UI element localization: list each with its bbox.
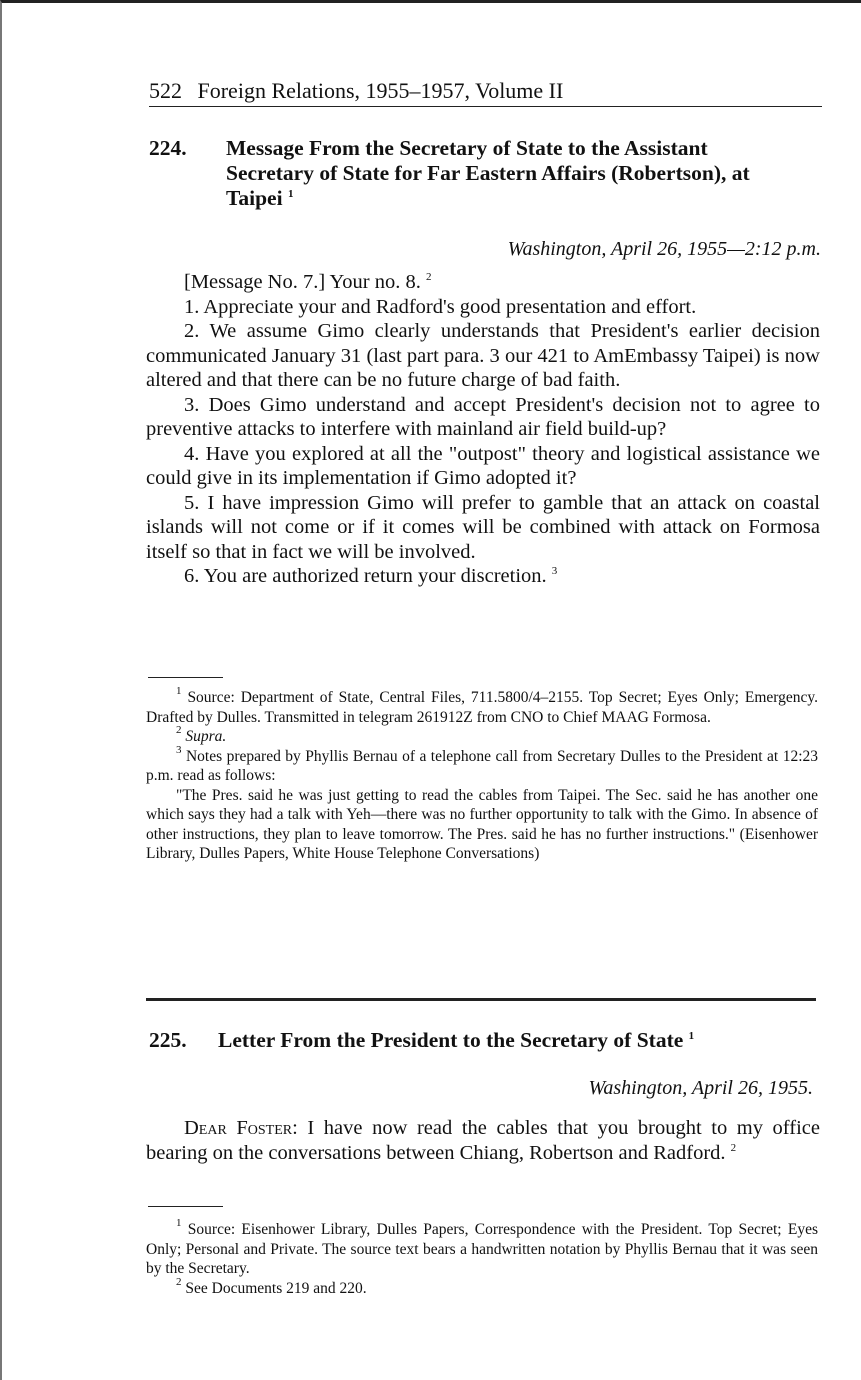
doc-225-footnotes <box>146 1217 818 1298</box>
doc-225-title <box>218 1028 818 1053</box>
doc-224-opening-text: [Message No. 7.] Your no. 8. <box>184 271 421 293</box>
doc-224-body <box>146 270 820 589</box>
doc-224-para-4: 4. Have you explored at all the "outpost" theory and logistical assistance we could give in its implementation if Gimo adopted it? <box>146 442 820 489</box>
doc-225-footnote-2-mark: 2 <box>176 1275 182 1288</box>
doc-224-title-line3 <box>226 186 826 211</box>
doc-225-heading <box>149 1028 822 1056</box>
doc-225-footnote-1 <box>146 1217 818 1279</box>
doc-224-para-2: 2. We assume Gimo clearly understands that President's earlier decision communicated January 31 (last part para. 3 our 421 to AmEmbassy Taipei) is now altered and that there can be no future charge of bad faith. <box>146 320 820 391</box>
page-number: 522 <box>149 78 182 103</box>
doc-224-footnotes <box>146 685 819 864</box>
doc-224-footnote-1 <box>146 685 819 727</box>
footnote-2-mark: 2 <box>176 724 182 736</box>
volume-title: Foreign Relations, 1955–1957, Volume II <box>197 78 564 103</box>
doc-224-para-6 <box>146 564 820 589</box>
doc-224-dateline: Washington, April 26, 1955—2:12 p.m. <box>507 238 821 260</box>
doc-224-title-footnote-ref: 1 <box>287 188 294 200</box>
doc-224-title-line3-text: Taipei <box>226 186 283 210</box>
footnote-rule-224 <box>148 677 223 678</box>
doc-224-footnote-3-quote: "The Pres. said he was just getting to read the cables from Taipei. The Sec. said he has another one which says they had a talk with Yeh—there was no further opportunity to talk with the Gimo. In absence of other instructions, they plan to leave tomorrow. The Pres. said he has no further instructions." (Eisenhower Library, Dulles Papers, White House Telephone Conversations) <box>146 786 818 862</box>
doc-224-footnote-3 <box>146 743 818 786</box>
doc-225-title-text: Letter From the President to the Secretary of State <box>218 1028 684 1052</box>
doc-224-para-5: 5. I have impression Gimo will prefer to gamble that an attack on coastal islands will not come or if it comes will be combined with attack on Formosa itself so that in fact we will be involved. <box>146 491 820 563</box>
doc-224-opening <box>146 270 820 295</box>
doc-224-para-1: 1. Appreciate your and Radford's good presentation and effort. <box>184 295 697 318</box>
doc-224-footnote-2 <box>146 724 818 747</box>
footnote-3-mark: 3 <box>176 743 182 756</box>
doc-224-para-6-text: 6. You are authorized return your discretion. <box>184 565 547 587</box>
doc-225-body-text: : I have now read the cables that you brought to my office bearing on the conversations between Chiang, Robertson and Radford. <box>146 1117 820 1164</box>
doc-225-letter-paragraph <box>146 1116 820 1165</box>
doc-224-para-6-footnote-ref: 3 <box>551 565 558 577</box>
doc-224-title <box>226 136 826 211</box>
footnote-1-mark: 1 <box>176 685 182 697</box>
doc-225-title-footnote-ref: 1 <box>688 1030 695 1042</box>
doc-225-footnote-2-text: See Documents 219 and 220. <box>185 1279 367 1297</box>
doc-224-title-line1: Message From the Secretary of State to the Assistant <box>226 136 708 160</box>
doc-225-salutation: Dear Foster <box>184 1117 293 1139</box>
footnote-rule-225 <box>148 1206 223 1207</box>
footnote-2-text: Supra. <box>185 728 227 745</box>
doc-224-number: 224. <box>149 136 187 160</box>
doc-224-title-line2: Secretary of State for Far Eastern Affairs (Robertson), at <box>226 161 750 185</box>
running-head <box>149 78 822 107</box>
doc-224-heading <box>149 136 822 216</box>
doc-225-body <box>146 1116 820 1165</box>
doc-225-footnote-1-text: Source: Eisenhower Library, Dulles Papers, Correspondence with the President. Top Secret; Eyes Only; Personal and Private. The source text bears a handwritten notation by Phyllis Bernau that it was seen by the Secretary. <box>146 1221 818 1277</box>
doc-225-footnote-1-mark: 1 <box>176 1217 182 1229</box>
footnote-1-text: Source: Department of State, Central Files, 711.5800/4–2155. Top Secret; Eyes Only; Emergency. Drafted by Dulles. Transmitted in telegram 261912Z from CNO to Chief MAAG Formosa. <box>146 689 819 726</box>
doc-224-opening-footnote-ref: 2 <box>426 271 432 283</box>
doc-225-number: 225. <box>149 1028 187 1052</box>
document-separator-rule <box>146 998 816 1001</box>
doc-225-body-footnote-ref: 2 <box>730 1141 737 1154</box>
doc-224-para-3: 3. Does Gimo understand and accept President's decision not to agree to preventive attacks to interfere with mainland air field build-up? <box>146 393 820 440</box>
footnote-3-text: Notes prepared by Phyllis Bernau of a telephone call from Secretary Dulles to the President at 12:23 p.m. read as follows: <box>146 747 818 784</box>
doc-225-footnote-2 <box>146 1275 818 1299</box>
doc-225-dateline: Washington, April 26, 1955. <box>588 1077 813 1099</box>
